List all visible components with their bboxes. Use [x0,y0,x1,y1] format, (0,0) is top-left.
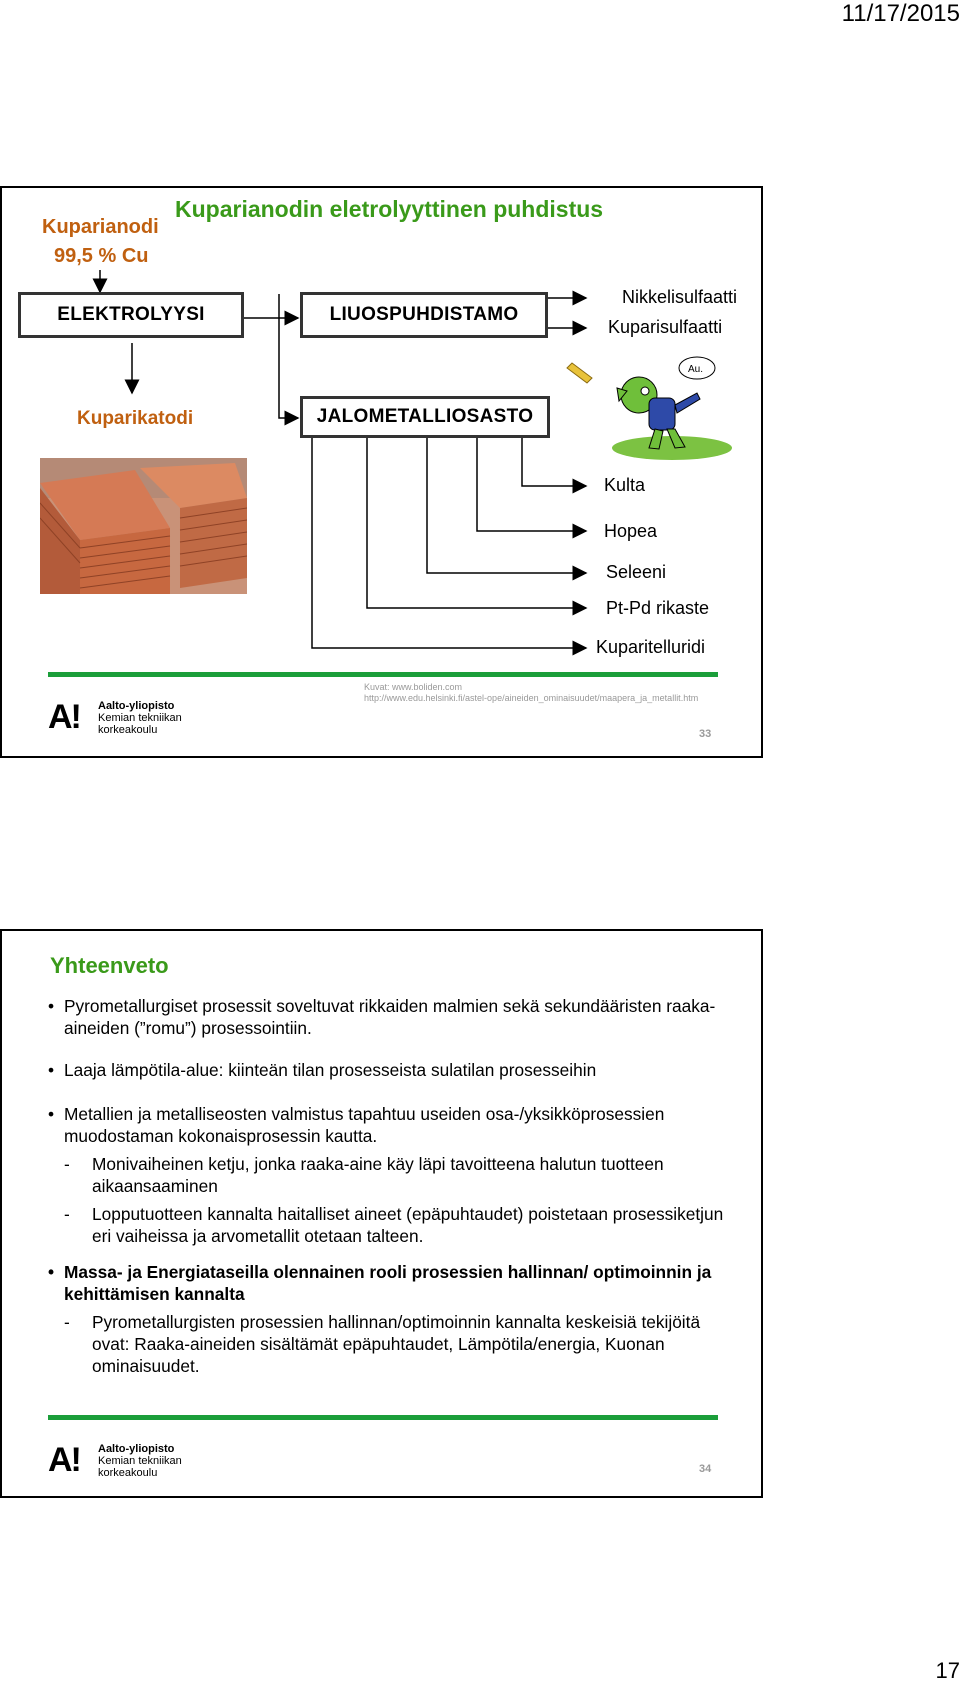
bullet-2: • Laaja lämpötila-alue: kiinteän tilan prosesseista sulatilan prosesseihin [48,1059,728,1081]
output-nickel-sulfate: Nikkelisulfaatti [622,287,738,307]
logo-line-3: korkeakoulu [98,724,158,736]
anode-purity: 99,5 % Cu [54,245,149,267]
slide-title: Yhteenveto [50,953,169,978]
output-silver: Hopea [604,521,658,541]
page-number: 17 [935,1658,960,1683]
logo-line-1: Aalto-yliopisto [98,700,175,712]
credit-line-1: Kuvat: www.boliden.com [364,682,463,692]
logo-line-2: Kemian tekniikan [98,712,182,724]
output-copper-sulfate: Kuparisulfaatti [608,317,723,337]
copper-cathode-photo [40,458,247,594]
logo-line-3: korkeakoulu [98,1467,158,1479]
solution-purification-box: LIUOSPUHDISTAMO [300,292,548,338]
credit-line-2: http://www.edu.helsinki.fi/astel-ope/aineiden_ominaisuudet/maapera_ja_metallit.htm [364,693,699,703]
footer-rule [48,1415,718,1420]
logo-line-2: Kemian tekniikan [98,1455,182,1467]
output-selenium: Seleeni [606,562,667,582]
slide-33 [0,186,763,758]
output-copper-telluride: Kuparitelluridi [596,637,706,657]
footer-rule [48,672,718,677]
aalto-logo [48,1441,208,1477]
logo-mark: A! [48,698,80,736]
slide-title: Kuparianodin eletrolyyttinen puhdistus [175,196,604,222]
anode-label: Kuparianodi [42,216,159,238]
bullet-3: • Metallien ja metalliseosten valmistus tapahtuu useiden osa-/yksikköprosessien muodostaman kokonaisprosessin kautta. [48,1103,728,1147]
output-gold: Kulta [604,475,646,495]
output-pt-pd-concentrate: Pt-Pd rikaste [606,598,710,618]
cartoon-figure-icon [557,353,737,463]
bullet-3-sub-1: - Monivaiheinen ketju, jonka raaka-aine käy läpi tavoitteena halutun tuotteen aikaansaaminen [64,1153,728,1197]
bullet-3-sub-2: - Lopputuotteen kannalta haitalliset aineet (epäpuhtaudet) poistetaan prosessiketjun eri vaiheissa ja arvometallit otetaan talteen. [64,1203,728,1247]
slide-number: 34 [699,1463,712,1475]
slide-number: 33 [699,728,712,740]
electrolysis-box: ELEKTROLYYSI [18,292,244,338]
cathode-label: Kuparikatodi [77,408,194,429]
precious-metals-box: JALOMETALLIOSASTO [300,396,550,438]
image-credits [364,682,698,704]
aalto-logo [48,698,208,734]
bullet-list [48,995,728,1377]
logo-mark: A! [48,1441,80,1479]
bullet-4: • Massa- ja Energiataseilla olennainen rooli prosessien hallinnan/ optimoinnin ja kehittämisen kannalta [48,1261,728,1305]
logo-line-1: Aalto-yliopisto [98,1443,175,1455]
bullet-4-sub-1: - Pyrometallurgisten prosessien hallinnan/optimoinnin kannalta keskeisiä tekijöitä ovat: Raaka-aineiden sisältämät epäpuhtaudet, Lämpötila/energia, Kuonan ominaisuudet. [64,1311,728,1377]
speech-bubble-text: Au. [688,364,704,375]
page-date: 11/17/2015 [841,0,960,27]
slide-34 [0,929,763,1498]
bullet-1: • Pyrometallurgiset prosessit soveltuvat rikkaiden malmien sekä sekundääristen raaka-aineiden (”romu”) prosessointiin. [48,995,728,1039]
